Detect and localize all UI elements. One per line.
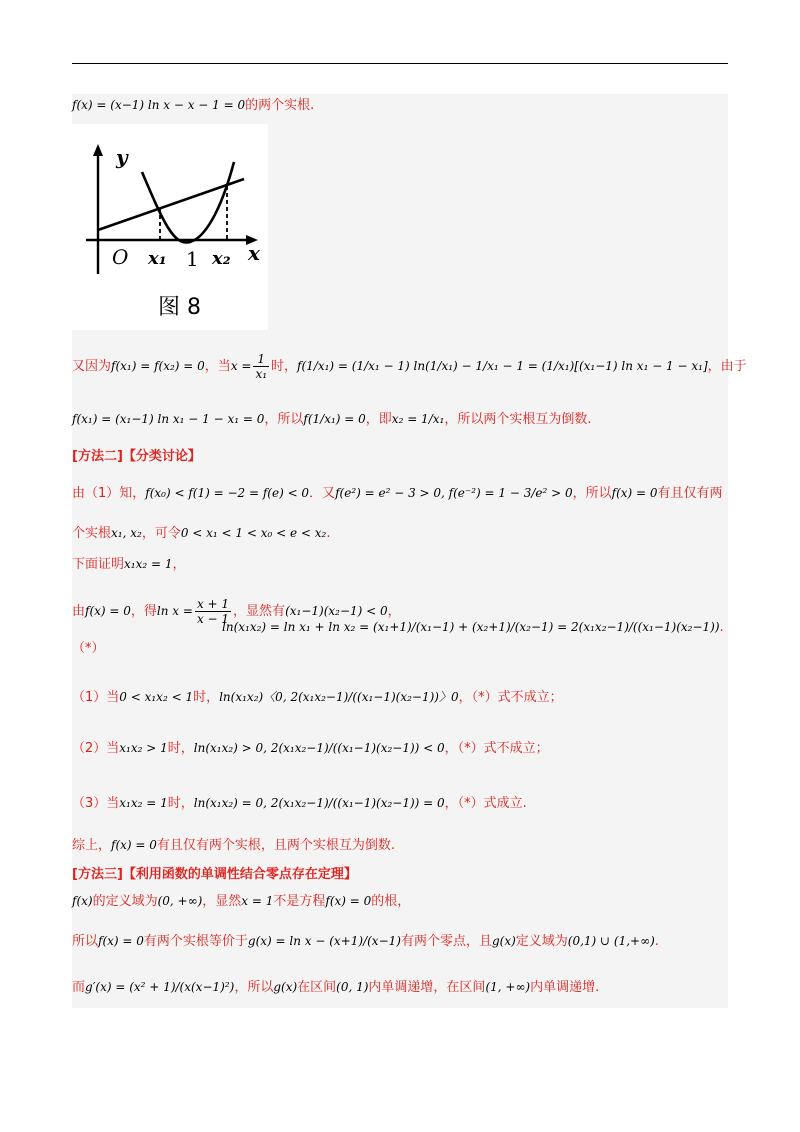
line-k bbox=[72, 978, 728, 997]
text: （1）当 bbox=[72, 690, 120, 705]
text: 不是方程 bbox=[273, 894, 326, 909]
text: 有两个零点，且 bbox=[400, 934, 492, 949]
formula: (0,1) ∪ (1,+∞) bbox=[567, 934, 655, 948]
formula: f(x) bbox=[72, 894, 93, 908]
heading: [方法三]【利用函数的单调性结合零点存在定理】 bbox=[72, 867, 357, 882]
case-1 bbox=[72, 688, 728, 707]
text: . bbox=[719, 620, 724, 635]
axis-label-y: y bbox=[116, 145, 128, 169]
heading: [方法二]【分类讨论】 bbox=[72, 449, 201, 464]
line-d bbox=[72, 484, 728, 503]
formula: x₁x₂ > 1 bbox=[119, 741, 168, 755]
formula: x = 1 bbox=[241, 894, 274, 908]
text: ，（*）式不成立； bbox=[458, 690, 563, 705]
text: ，所以两个实根互为倒数. bbox=[444, 412, 592, 427]
formula: x₁x₂ = 1 bbox=[124, 557, 173, 571]
axis-label-x: x bbox=[248, 241, 260, 265]
intro-suffix: 的两个实根. bbox=[245, 98, 315, 113]
intro-line bbox=[72, 96, 728, 115]
intro-formula: f(x) = (x−1) ln x − x − 1 = 0 bbox=[72, 98, 246, 112]
text: ，即 bbox=[365, 412, 392, 427]
fraction-denominator: x₁ bbox=[255, 367, 268, 381]
text: 时， bbox=[167, 796, 194, 811]
line-f bbox=[72, 555, 728, 574]
fraction-numerator: 1 bbox=[253, 352, 269, 367]
case-3 bbox=[72, 794, 728, 813]
formula: f(1/x₁) = 0 bbox=[303, 412, 366, 426]
tick-label-1: 1 bbox=[186, 247, 199, 271]
text: ，（*）式不成立； bbox=[444, 741, 549, 756]
text: 由（1）知， bbox=[72, 486, 146, 501]
fraction-numerator: x + 1 bbox=[196, 597, 230, 611]
figure-caption: 图 8 bbox=[158, 295, 201, 320]
text: 而 bbox=[72, 980, 86, 995]
formula: ln(x₁x₂) > 0, 2(x₁x₂−1)/((x₁−1)(x₂−1)) < 0 bbox=[193, 741, 445, 755]
line-e bbox=[72, 524, 728, 543]
text: 内单调递增，在区间 bbox=[368, 980, 486, 995]
text: （*） bbox=[72, 641, 105, 656]
text: ，可令 bbox=[141, 526, 181, 541]
text: 由 bbox=[72, 604, 86, 619]
formula: x = bbox=[230, 359, 252, 373]
formula: ln(x₁x₂) = 0, 2(x₁x₂−1)/((x₁−1)(x₂−1)) = 0 bbox=[193, 796, 445, 810]
text: （2）当 bbox=[72, 741, 120, 756]
formula: x₁, x₂ bbox=[111, 526, 142, 540]
text: 有两个实根等价于 bbox=[143, 934, 248, 949]
fraction-denominator: x − 1 bbox=[196, 612, 230, 626]
formula: (1, +∞) bbox=[485, 980, 531, 994]
text: 所以 bbox=[72, 934, 99, 949]
line-j bbox=[72, 932, 728, 951]
formula: x₁x₂ = 1 bbox=[119, 796, 168, 810]
formula: f(x) = 0 bbox=[325, 894, 372, 908]
formula: 0 < x₁x₂ < 1 bbox=[119, 690, 194, 704]
formula: ln x = bbox=[156, 604, 193, 618]
solution-panel bbox=[72, 94, 747, 1008]
text: 内单调递增. bbox=[530, 980, 600, 995]
origin-label: O bbox=[112, 245, 129, 269]
fraction bbox=[253, 352, 269, 381]
text: . bbox=[326, 526, 331, 541]
formula: g(x) = ln x − (x+1)/(x−1) bbox=[247, 934, 401, 948]
formula: f(x₁) = f(x₂) = 0 bbox=[111, 359, 205, 373]
formula: f(e²) = e² − 3 > 0, f(e⁻²) = 1 − 3/e² > 0 bbox=[335, 486, 573, 500]
text: ．又 bbox=[309, 486, 336, 501]
formula: f(x) = 0 bbox=[611, 486, 658, 500]
formula: f(x) = 0 bbox=[85, 604, 131, 618]
text: ，得 bbox=[130, 604, 157, 619]
formula: g(x) bbox=[491, 934, 516, 948]
text: . bbox=[654, 934, 659, 949]
method3-heading bbox=[72, 866, 728, 884]
text: ，由于 bbox=[707, 359, 747, 374]
text: ， bbox=[172, 557, 186, 572]
formula: ln(x₁x₂) = ln x₁ + ln x₂ = (x₁+1)/(x₁−1) + (x₂+1)/(x₂−1) = 2(x₁x₂−1)/((x₁−1)(x₂−1)) bbox=[222, 620, 720, 634]
text: ，当 bbox=[204, 359, 231, 374]
formula: f(x₀) < f(1) = −2 = f(e) < 0 bbox=[145, 486, 310, 500]
formula: (0, 1) bbox=[336, 980, 369, 994]
text: 的根， bbox=[371, 894, 411, 909]
text: 下面证明 bbox=[72, 557, 125, 572]
case-2 bbox=[72, 739, 728, 758]
formula: g(x) bbox=[273, 980, 298, 994]
formula: 0 < x₁ < 1 < x₀ < e < x₂ bbox=[180, 526, 327, 540]
text: 又因为 bbox=[72, 359, 112, 374]
line-c bbox=[72, 410, 728, 429]
formula: g′(x) = (x² + 1)/(x(x−1)²) bbox=[85, 980, 235, 994]
figure-8 bbox=[72, 124, 268, 330]
text: （3）当 bbox=[72, 796, 120, 811]
formula: f(x) = 0 bbox=[111, 838, 157, 852]
text: 综上， bbox=[72, 838, 112, 853]
header-rule bbox=[72, 63, 728, 64]
formula: (x₁−1)(x₂−1) < 0 bbox=[285, 604, 388, 618]
method2-heading bbox=[72, 448, 728, 466]
root-label-x2: x₂ bbox=[212, 248, 231, 269]
text: 定义域为 bbox=[515, 934, 568, 949]
text: 的定义域为 bbox=[92, 894, 158, 909]
text: ， bbox=[387, 604, 401, 619]
text: 有且仅有两个实根，且两个实根互为倒数. bbox=[156, 838, 396, 853]
graph-figure bbox=[72, 124, 268, 330]
text: 时， bbox=[193, 690, 220, 705]
text: 有且仅有两 bbox=[657, 486, 723, 501]
line-b bbox=[72, 352, 747, 381]
line-h bbox=[72, 640, 728, 658]
text: ，显然 bbox=[202, 894, 242, 909]
line-g-cont bbox=[222, 618, 728, 637]
text: 在区间 bbox=[297, 980, 337, 995]
formula: f(1/x₁) = (1/x₁ − 1) ln(1/x₁) − 1/x₁ − 1 = (1/x₁)[(x₁−1) ln x₁ − 1 − x₁] bbox=[297, 359, 708, 373]
formula: ln(x₁x₂)〈0, 2(x₁x₂−1)/((x₁−1)(x₂−1))〉0 bbox=[219, 690, 459, 704]
text: ，所以 bbox=[572, 486, 612, 501]
text: 时， bbox=[167, 741, 194, 756]
text: ，所以 bbox=[234, 980, 274, 995]
formula: f(x₁) = (x₁−1) ln x₁ − 1 − x₁ = 0 bbox=[72, 412, 265, 426]
formula: (0, +∞) bbox=[157, 894, 203, 908]
text: 个实根 bbox=[72, 526, 112, 541]
text: ，显然有 bbox=[233, 604, 286, 619]
root-label-x1: x₁ bbox=[148, 248, 167, 269]
text: ，所以 bbox=[264, 412, 304, 427]
formula: x₂ = 1/x₁ bbox=[391, 412, 445, 426]
summary-line bbox=[72, 836, 728, 855]
text: ，（*）式成立. bbox=[444, 796, 527, 811]
line-i bbox=[72, 892, 728, 911]
text: 时， bbox=[271, 359, 298, 374]
formula: f(x) = 0 bbox=[98, 934, 144, 948]
